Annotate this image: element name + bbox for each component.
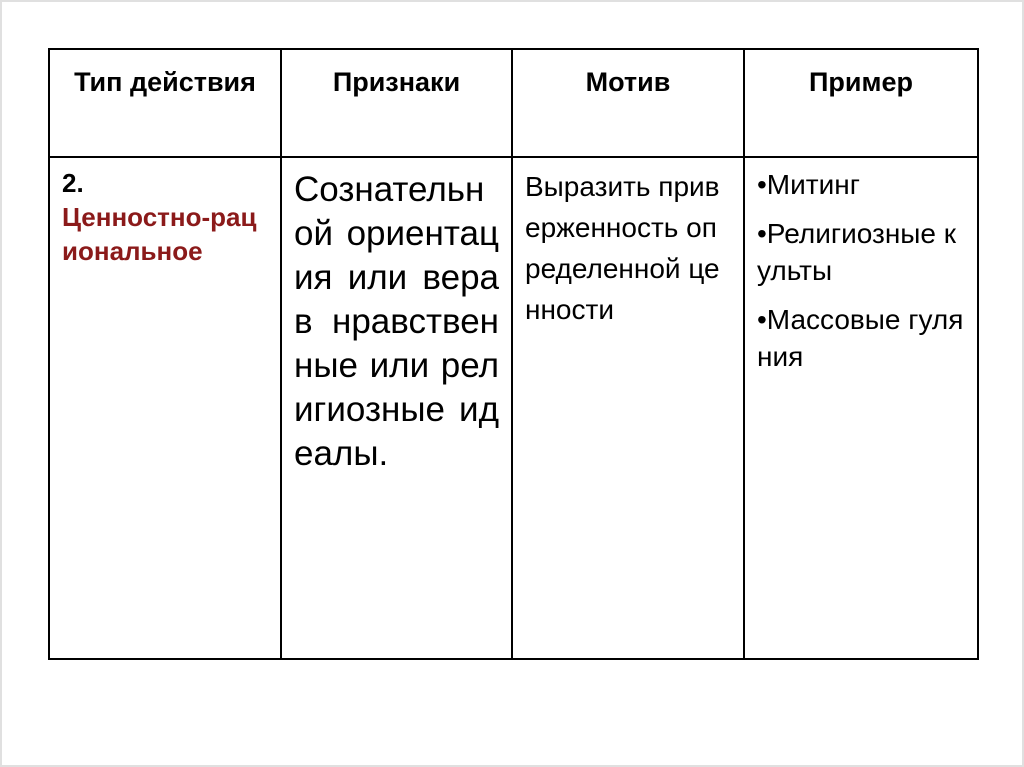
slide-frame-top (0, 0, 1024, 2)
header-signs: Признаки (281, 49, 512, 157)
example-item: •Массовые гуляния (757, 304, 964, 372)
example-item: •Митинг (757, 169, 860, 200)
cell-examples (744, 157, 978, 659)
cell-signs: Сознательной ориентация или вера в нравственные или религиозные идеалы. (281, 157, 512, 659)
cell-motive: Выразить приверженность определенной ценности (512, 157, 744, 659)
header-motive: Мотив (512, 49, 744, 157)
table-header-row (49, 49, 978, 157)
cell-action-type (49, 157, 281, 659)
action-type-name: Ценностно-рациональное (62, 202, 257, 266)
header-type: Тип действия (49, 49, 281, 157)
header-example: Пример (744, 49, 978, 157)
example-item: •Религиозные культы (757, 218, 957, 286)
slide-frame-left (0, 0, 2, 767)
examples-list (757, 166, 965, 375)
table-row (49, 157, 978, 659)
action-types-table (48, 48, 979, 660)
action-type-number: 2. (62, 168, 84, 198)
